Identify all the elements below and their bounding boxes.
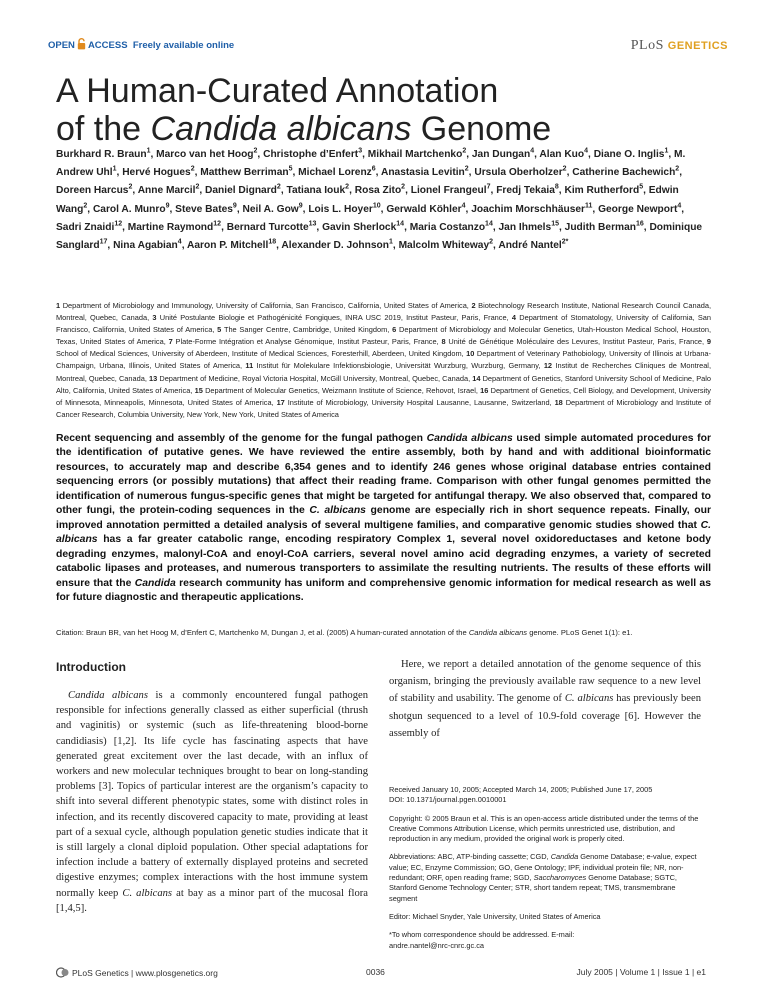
journal-logo-genetics: GENETICS: [667, 40, 728, 52]
author-name: Judith Berman: [564, 221, 636, 233]
affiliation-number: 9: [706, 337, 712, 347]
affiliation-text: Institut für Molekulare Infektionsbiologie, Universität Wurzburg, Wurzburg, Germany,: [256, 361, 541, 371]
author-name: Alan Kuo: [539, 149, 585, 160]
affiliation-text: Biotechnology Research Institute, National Research Council Canada, Montreal, Quebec, Canada,: [56, 301, 712, 323]
author-name: Gavin Sherlock: [322, 221, 397, 233]
plos-logo-icon: [56, 967, 69, 980]
affiliation-text: Unité Postulante Biologie et Pathogénicité Fongiques, INRA USC 2019, Institut Pasteur, Paris, France,: [159, 313, 509, 323]
open-label: OPEN: [48, 40, 75, 51]
author-name: Gerwald Köhler: [386, 203, 462, 215]
author-affiliation-marker: 9: [298, 202, 303, 210]
affiliations: [56, 300, 711, 421]
correspondence: *To whom correspondence should be addressed. E-mail: andre.nantel@nrc-cnrc.gc.ca: [389, 930, 575, 950]
author-name: George Newport: [598, 203, 678, 215]
author-affiliation-marker: 2: [675, 165, 680, 173]
author-affiliation-marker: 2: [190, 165, 195, 173]
author-name: Kim Rutherford: [564, 185, 640, 197]
affiliation-text: School of Medical Sciences, University of Aberdeen, Institute of Medical Sciences, Foresterhill, Aberdeen, United Kingdom,: [56, 349, 464, 359]
affiliation-number: 16: [480, 385, 489, 395]
copyright-notice: Copyright: © 2005 Braun et al. This is an open-access article distributed under the terms of the Creative Commons Attribution License, which permits unrestricted use, distribution, and reproduction in any medium, provided the original work is properly cited.: [389, 813, 699, 844]
access-label: ACCESS: [87, 40, 128, 51]
author-affiliation-marker: 7: [486, 184, 491, 192]
author-affiliation-marker: 18: [268, 238, 277, 246]
affiliation-text: Department of Veterinary Pathobiology, University of Illinois at Urbana-Champaign, Urbana, Illinois, United States of America,: [56, 349, 711, 371]
author-affiliation-marker: 4: [177, 238, 182, 246]
author-affiliation-marker: 2: [195, 184, 200, 192]
author-name: Maria Costanzo: [409, 221, 486, 233]
author-affiliation-marker: 1: [112, 165, 117, 173]
author-name: Jan Ihmels: [498, 221, 552, 233]
author-affiliation-marker: 13: [308, 220, 317, 228]
affiliation-text: Unité de Génétique Moléculaire des Levures, Institut Pasteur, Paris, France,: [448, 337, 705, 347]
author-affiliation-marker: 2: [464, 165, 469, 173]
author-affiliation-marker: 2: [401, 184, 406, 192]
author-name: Dominique Sanglard: [56, 221, 703, 252]
publication-dates: Received January 10, 2005; Accepted March 14, 2005; Published June 17, 2005 DOI: 10.1371/journal.pgen.0010001: [389, 785, 653, 805]
article-title: [56, 72, 696, 148]
author-affiliation-marker: 4: [584, 147, 589, 155]
abbreviations: Abbreviations: ABC, ATP-binding cassette; CGD, Candida Genome Database; e-value, expect value; EC, Enzyme Commission; GO, Gene Ontology; IPF, individual protein file; NR, non-redundant; ORF, open reading frame; SGD, Saccharomyces Genome Database; SGTC, Stanford Genome Technology Center; STR, short tandem repeat; TMS, transmembrane segment: [389, 852, 697, 903]
author-affiliation-marker: 12: [213, 220, 222, 228]
author-affiliation-marker: 9: [165, 202, 170, 210]
author-name: Marco van het Hoog: [156, 149, 254, 160]
affiliation-text: Plate-Forme Intégration et Analyse Génomique, Institut Pasteur, Paris, France,: [175, 337, 439, 347]
affiliation-text: Institute of Microbiology, University Hospital Lausanne, Lausanne, Switzerland,: [287, 397, 552, 407]
introduction-paragraph: Candida albicans is a commonly encountered fungal pathogen responsible for infections generally classed as either superficial (thrush and vaginitis) or systemic (such as life-threatening blood-borne candidiasis) [1,2]. Its life cycle has fascinating aspects that have generated great excitement over the last decade, with an influx of workers and new molecular techniques brought to bear on long-standing problems [3]. Topics of particular interest are the organism’s capacity to shift into several different phenotypic states, some with distinct roles in infection, and its recently discovered capacity to mate, providing at least part of a sexual cycle, although population genetic studies indicate that it is still largely a clonal diploid population. Other special adaptations for infection include a battery of externally displayed proteins and secreted digestive enzymes; complex interactions with the host immune system normally keep C. albicans at bay as a minor part of the mucosal flora [1,4,5].: [56, 690, 369, 914]
affiliation-text: Department of Medicine, Royal Victoria Hospital, McGill University, Montreal, Quebec, Canada,: [159, 373, 471, 383]
affiliation-text: Department of Microbiology and Molecular Genetics, Utah-Houston Medical School, Houston, Texas, United States of America,: [56, 325, 711, 347]
author-name: Jan Dungan: [471, 149, 531, 160]
footer-issue-info: July 2005 | Volume 1 | Issue 1 | e1: [576, 967, 706, 977]
affiliation-number: 14: [472, 373, 481, 383]
author-affiliation-marker: 2: [345, 184, 350, 192]
author-name: Anne Marcil: [137, 185, 196, 197]
author-name: Joachim Morschhäuser: [471, 203, 586, 215]
author-name: Ursula Oberholzer: [474, 167, 563, 179]
author-name: Bernard Turcotte: [226, 221, 309, 233]
author-name: Sadri Znaidi: [56, 221, 115, 233]
author-name: Mikhail Martchenko: [367, 149, 463, 160]
affiliation-number: 2: [471, 301, 476, 310]
affiliation-number: 13: [149, 373, 158, 383]
author-name: Matthew Berriman: [200, 167, 289, 179]
author-affiliation-marker: 4: [677, 202, 682, 210]
author-affiliation-marker: 5: [639, 184, 644, 192]
author-affiliation-marker: 12: [114, 220, 123, 228]
author-name: Nina Agabian: [113, 240, 178, 252]
author-name: Tatiana Iouk: [286, 185, 346, 197]
author-name: Burkhard R. Braun: [56, 149, 147, 160]
author-affiliation-marker: 1: [664, 147, 669, 155]
author-name: Catherine Bachewich: [572, 167, 676, 179]
author-affiliation-marker: 1: [146, 147, 151, 155]
author-affiliation-marker: 2*: [561, 238, 569, 246]
author-affiliation-marker: 16: [635, 220, 644, 228]
affiliation-text: Department of Genetics, Stanford University School of Medicine, Palo Alto, California, United States of America,: [56, 373, 711, 395]
affiliation-number: 15: [194, 385, 203, 395]
freely-available-label: Freely available online: [132, 40, 235, 51]
author-affiliation-marker: 2: [128, 184, 133, 192]
affiliation-text: The Sanger Centre, Cambridge, United Kingdom,: [223, 325, 390, 335]
affiliation-number: 3: [152, 313, 157, 323]
author-affiliation-marker: 14: [396, 220, 405, 228]
doi: DOI: 10.1371/journal.pgen.0010001: [389, 795, 507, 805]
affiliation-text: Department of Microbiology and Immunology, University of California, San Francisco, California, United States of America,: [62, 301, 469, 310]
author-name: Lionel Frangeul: [410, 185, 487, 197]
author-name: Lois L. Hoyer: [308, 203, 373, 215]
author-affiliation-marker: 15: [551, 220, 559, 228]
affiliation-number: 10: [466, 349, 475, 359]
author-affiliation-marker: 1: [388, 238, 393, 246]
affiliation-text: Department of Genetics, Cell Biology, and Development, University of Minnesota, Minneapolis, Minnesota, United States of America,: [56, 385, 711, 407]
affiliation-text: Department of Molecular Genetics, Weizmann Institute of Science, Rehovot, Israel,: [205, 385, 478, 395]
article-metadata: [389, 785, 701, 959]
footer-journal-url: PLoS Genetics | www.plosgenetics.org: [72, 968, 218, 978]
page-number: 0036: [366, 967, 385, 977]
title-line-1: A Human-Curated Annotation: [56, 72, 499, 110]
right-column-paragraph: Here, we report a detailed annotation of the genome sequence of this organism, bringing the previously available raw sequence to a new level of stability and usability. The genome of C. albicans has previously been shotgun sequenced to a level of 10.9-fold coverage [6]. However the assembly of: [389, 659, 701, 739]
author-name: Diane O. Inglis: [593, 149, 665, 160]
citation-line: Citation: Braun BR, van het Hoog M, d’Enfert C, Martchenko M, Dungan J, et al. (2005) A human-curated annotation of the Candida albicans genome. PLoS Genet 1(1): e1.: [56, 628, 633, 637]
affiliation-number: 6: [392, 325, 397, 335]
author-affiliation-marker: 10: [372, 202, 381, 210]
author-name: Michael Lorenz: [298, 167, 372, 179]
affiliation-number: 8: [441, 337, 446, 347]
affiliation-number: 7: [168, 337, 173, 347]
affiliation-text: Institut de Recherches Cliniques de Montreal, Montreal, Quebec, Canada,: [56, 361, 711, 383]
author-name: Anastasia Levitin: [380, 167, 465, 179]
affiliation-text: Department of Stomatology, University of California, San Francisco, California, United States of America,: [56, 313, 712, 335]
journal-logo-plos: PLoS: [630, 38, 664, 53]
author-affiliation-marker: 14: [485, 220, 493, 228]
author-affiliation-marker: 2: [562, 165, 567, 173]
affiliation-number: 18: [554, 397, 563, 407]
affiliation-number: 4: [511, 313, 517, 323]
affiliation-number: 5: [217, 325, 222, 335]
title-species: Candida albicans: [150, 110, 412, 148]
author-affiliation-marker: 2: [83, 202, 88, 210]
author-name: M. Andrew Uhl: [56, 149, 686, 179]
open-access-banner: [48, 38, 234, 53]
author-affiliation-marker: 8: [554, 184, 559, 192]
title-line-2: of the Candida albicans Genome: [56, 110, 552, 148]
author-name: Rosa Zito: [354, 185, 402, 197]
author-affiliation-marker: 4: [461, 202, 466, 210]
author-name: Edwin Wang: [56, 185, 679, 215]
author-name: Daniel Dignard: [205, 185, 277, 197]
author-affiliation-marker: 2: [253, 147, 258, 155]
author-name: Christophe d’Enfert: [263, 149, 359, 160]
author-name: Neil A. Gow: [242, 203, 299, 215]
correspondence-email[interactable]: andre.nantel@nrc-cnrc.gc.ca: [389, 940, 485, 950]
open-access-lock-icon: [77, 38, 86, 53]
author-list: Burkhard R. Braun$^1$, Marco van het Hoog$^2$, Christophe d’Enfert$^3$, Mikhail Martchenko$^2$, Jan Dungan$^4$, Alan Kuo$^4$, Diane O. Inglis$^1$, M. Andrew Uhl$^1$, Hervé Hogues$^2$, Matthew Berriman$^5$, Michael Lorenz$^6$, Anastasia Levitin$^2$, Ursula Oberholzer$^2$, Catherine Bachewich$^2$, Doreen Harcus$^2$, Anne Marcil$^2$, Daniel Dignard$^2$, Tatiana Iouk$^2$, Rosa Zito$^2$, Lionel Frangeul$^7$, Fredj Tekaia$^8$, Kim Rutherford$^5$, Edwin Wang$^2$, Carol A. Munro$^9$, Steve Bates$^9$, Neil A. Gow$^9$, Lois L. Hoyer$^{10}$, Gerwald Köhler$^4$, Joachim Morschhäuser$^{11}$, George Newport$^4$, Sadri Znaidi$^{12}$, Martine Raymond$^{12}$, Bernard Turcotte$^{13}$, Gavin Sherlock$^{14}$, Maria Costanzo$^{14}$, Jan Ihmels$^{15}$, Judith Berman$^{16}$, Dominique Sanglard$^{17}$, Nina Agabian$^4$, Aaron P. Mitchell$^{18}$, Alexander D. Johnson$^1$, Malcolm Whiteway$^2$, André Nantel$^{2*}$: [56, 147, 703, 252]
author-affiliation-marker: 11: [585, 202, 593, 210]
editor-line: Editor: Michael Snyder, Yale University, United States of America: [389, 911, 601, 921]
author-name: Alexander D. Johnson: [281, 240, 389, 252]
abstract: Recent sequencing and assembly of the genome for the fungal pathogen Candida albicans used simple automated procedures for the identification of putative genes. We have reviewed the entire assembly, both by hand and with additional bioinformatic resources, to accurately map and describe 6,354 genes and to identify 246 genes whose original database entries contained sequencing errors (or possibly mutations) that affect their reading frame. Comparison with other fungal genomes permitted the identification of numerous fungus-specific genes that might be targeted for antifungal therapy. We also observed that, compared to other fungi, the protein-coding sequences in the C. albicans genome are especially rich in short sequence repeats. Finally, our improved annotation permitted a detailed analysis of several multigene families, and comparative genomic studies showed that C. albicans has a far greater catabolic range, encoding respiratory Complex 1, several novel oxidoreductases and ketone body degrading enzymes, malonyl-CoA and enoyl-CoA carriers, several novel amino acid degrading enzymes, a variety of secreted catabolic lipases and proteases, and numerous transporters to assimilate the resulting nutrients. The results of these efforts will ensure that the Candida research community has uniform and comprehensive genomic information for medical research as well as for future diagnostic and therapeutic applications.: [56, 433, 711, 603]
affiliation-number: 11: [245, 361, 254, 371]
affiliation-number: 1: [56, 301, 61, 310]
section-heading-introduction: Introduction: [56, 660, 126, 674]
journal-logo: [631, 36, 728, 54]
author-affiliation-marker: 6: [371, 165, 376, 173]
author-name: Steve Bates: [175, 203, 233, 215]
author-affiliation-marker: 2: [489, 238, 494, 246]
author-name: André Nantel: [498, 240, 562, 252]
author-affiliation-marker: 4: [530, 147, 535, 155]
author-name: Fredj Tekaia: [496, 185, 555, 197]
affiliation-text: Department of Microbiology and Institute of Cancer Research, Columbia University, New York, New York, United States of America: [56, 397, 711, 419]
author-affiliation-marker: 17: [99, 238, 108, 246]
footer-left: [56, 967, 218, 980]
author-name: Carol A. Munro: [92, 203, 166, 215]
affiliation-number: 12: [543, 361, 553, 371]
author-affiliation-marker: 2: [276, 184, 281, 192]
affiliation-number: 17: [276, 397, 285, 407]
author-name: Martine Raymond: [127, 221, 214, 233]
page-footer: [56, 965, 706, 981]
author-name: Hervé Hogues: [122, 167, 191, 179]
author-affiliation-marker: 3: [358, 147, 363, 155]
journal-header: [48, 36, 728, 56]
author-name: Aaron P. Mitchell: [186, 240, 269, 252]
author-name: Doreen Harcus: [56, 185, 129, 197]
author-affiliation-marker: 5: [288, 165, 293, 173]
author-affiliation-marker: 2: [462, 147, 467, 155]
author-affiliation-marker: 9: [232, 202, 237, 210]
author-name: Malcolm Whiteway: [398, 240, 490, 252]
